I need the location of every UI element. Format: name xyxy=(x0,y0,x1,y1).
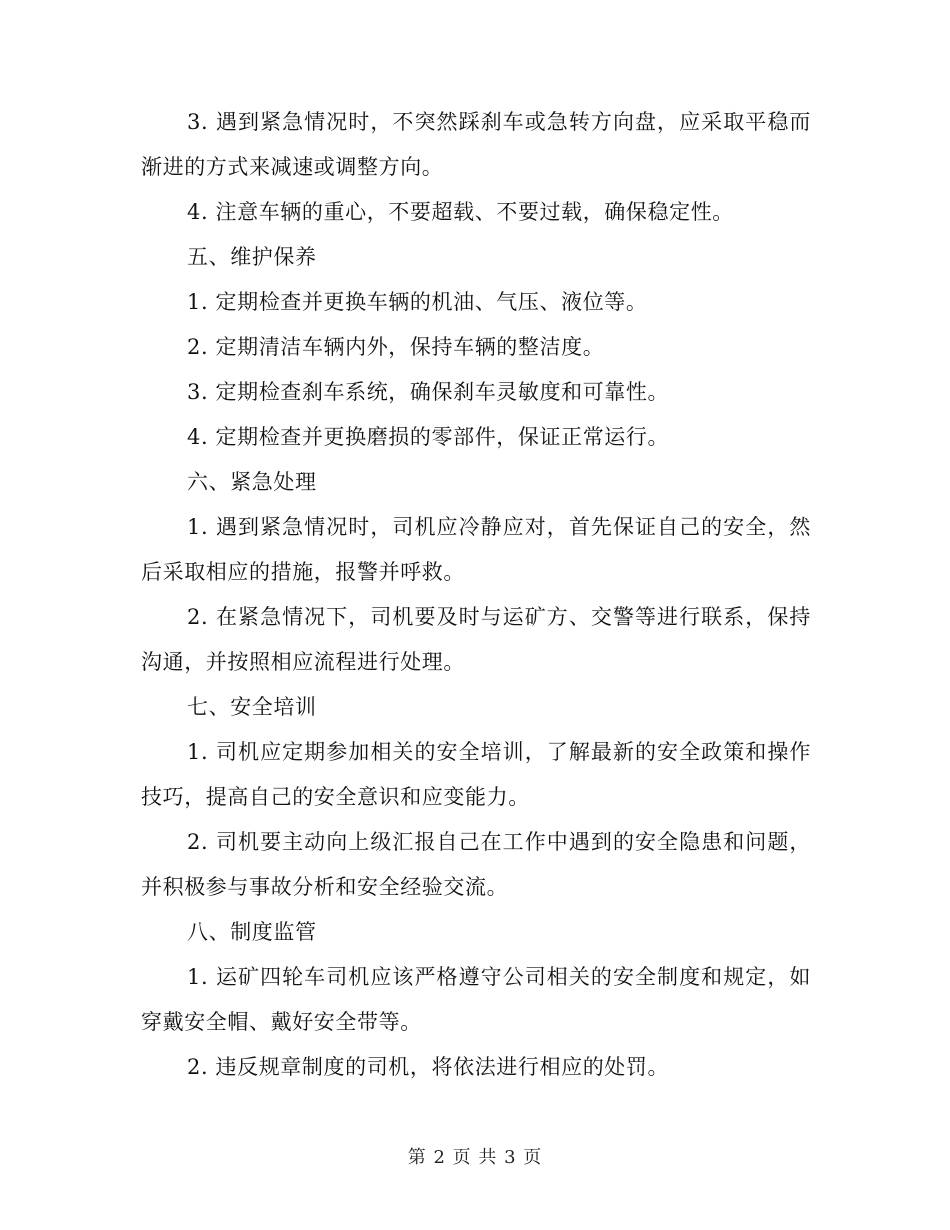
paragraph-item: 2. 违反规章制度的司机，将依法进行相应的处罚。 xyxy=(187,1055,670,1079)
paragraph-item: 3. 定期检查刹车系统，确保刹车灵敏度和可靠性。 xyxy=(187,380,670,404)
paragraph-item: 1. 司机应定期参加相关的安全培训，了解最新的安全政策和操作技巧，提高自己的安全意识和应变能力。 xyxy=(141,740,811,809)
paragraph-item: 1. 定期检查并更换车辆的机油、气压、液位等。 xyxy=(187,290,648,314)
paragraph-item: 2. 定期清洁车辆内外，保持车辆的整洁度。 xyxy=(187,335,605,359)
section-heading: 八、制度监管 xyxy=(187,920,317,944)
paragraph-item: 4. 注意车辆的重心，不要超载、不要过载，确保稳定性。 xyxy=(187,200,734,224)
page-number-footer: 第 2 页 共 3 页 xyxy=(407,1147,543,1168)
paragraph-item: 3. 遇到紧急情况时，不突然踩刹车或急转方向盘，应采取平稳而渐进的方式来减速或调整方向。 xyxy=(141,110,811,179)
section-heading: 七、安全培训 xyxy=(187,695,317,719)
section-heading: 六、紧急处理 xyxy=(187,470,317,494)
document-body xyxy=(141,100,811,1090)
paragraph-item: 1. 运矿四轮车司机应该严格遵守公司相关的安全制度和规定，如穿戴安全帽、戴好安全带等。 xyxy=(141,965,811,1034)
paragraph-item: 2. 司机要主动向上级汇报自己在工作中遇到的安全隐患和问题，并积极参与事故分析和安全经验交流。 xyxy=(141,830,811,899)
section-heading: 五、维护保养 xyxy=(187,245,317,269)
paragraph-item: 1. 遇到紧急情况时，司机应冷静应对，首先保证自己的安全，然后采取相应的措施，报警并呼救。 xyxy=(141,515,811,584)
paragraph-item: 4. 定期检查并更换磨损的零部件，保证正常运行。 xyxy=(187,425,670,449)
paragraph-item: 2. 在紧急情况下，司机要及时与运矿方、交警等进行联系，保持沟通，并按照相应流程进行处理。 xyxy=(141,605,811,674)
